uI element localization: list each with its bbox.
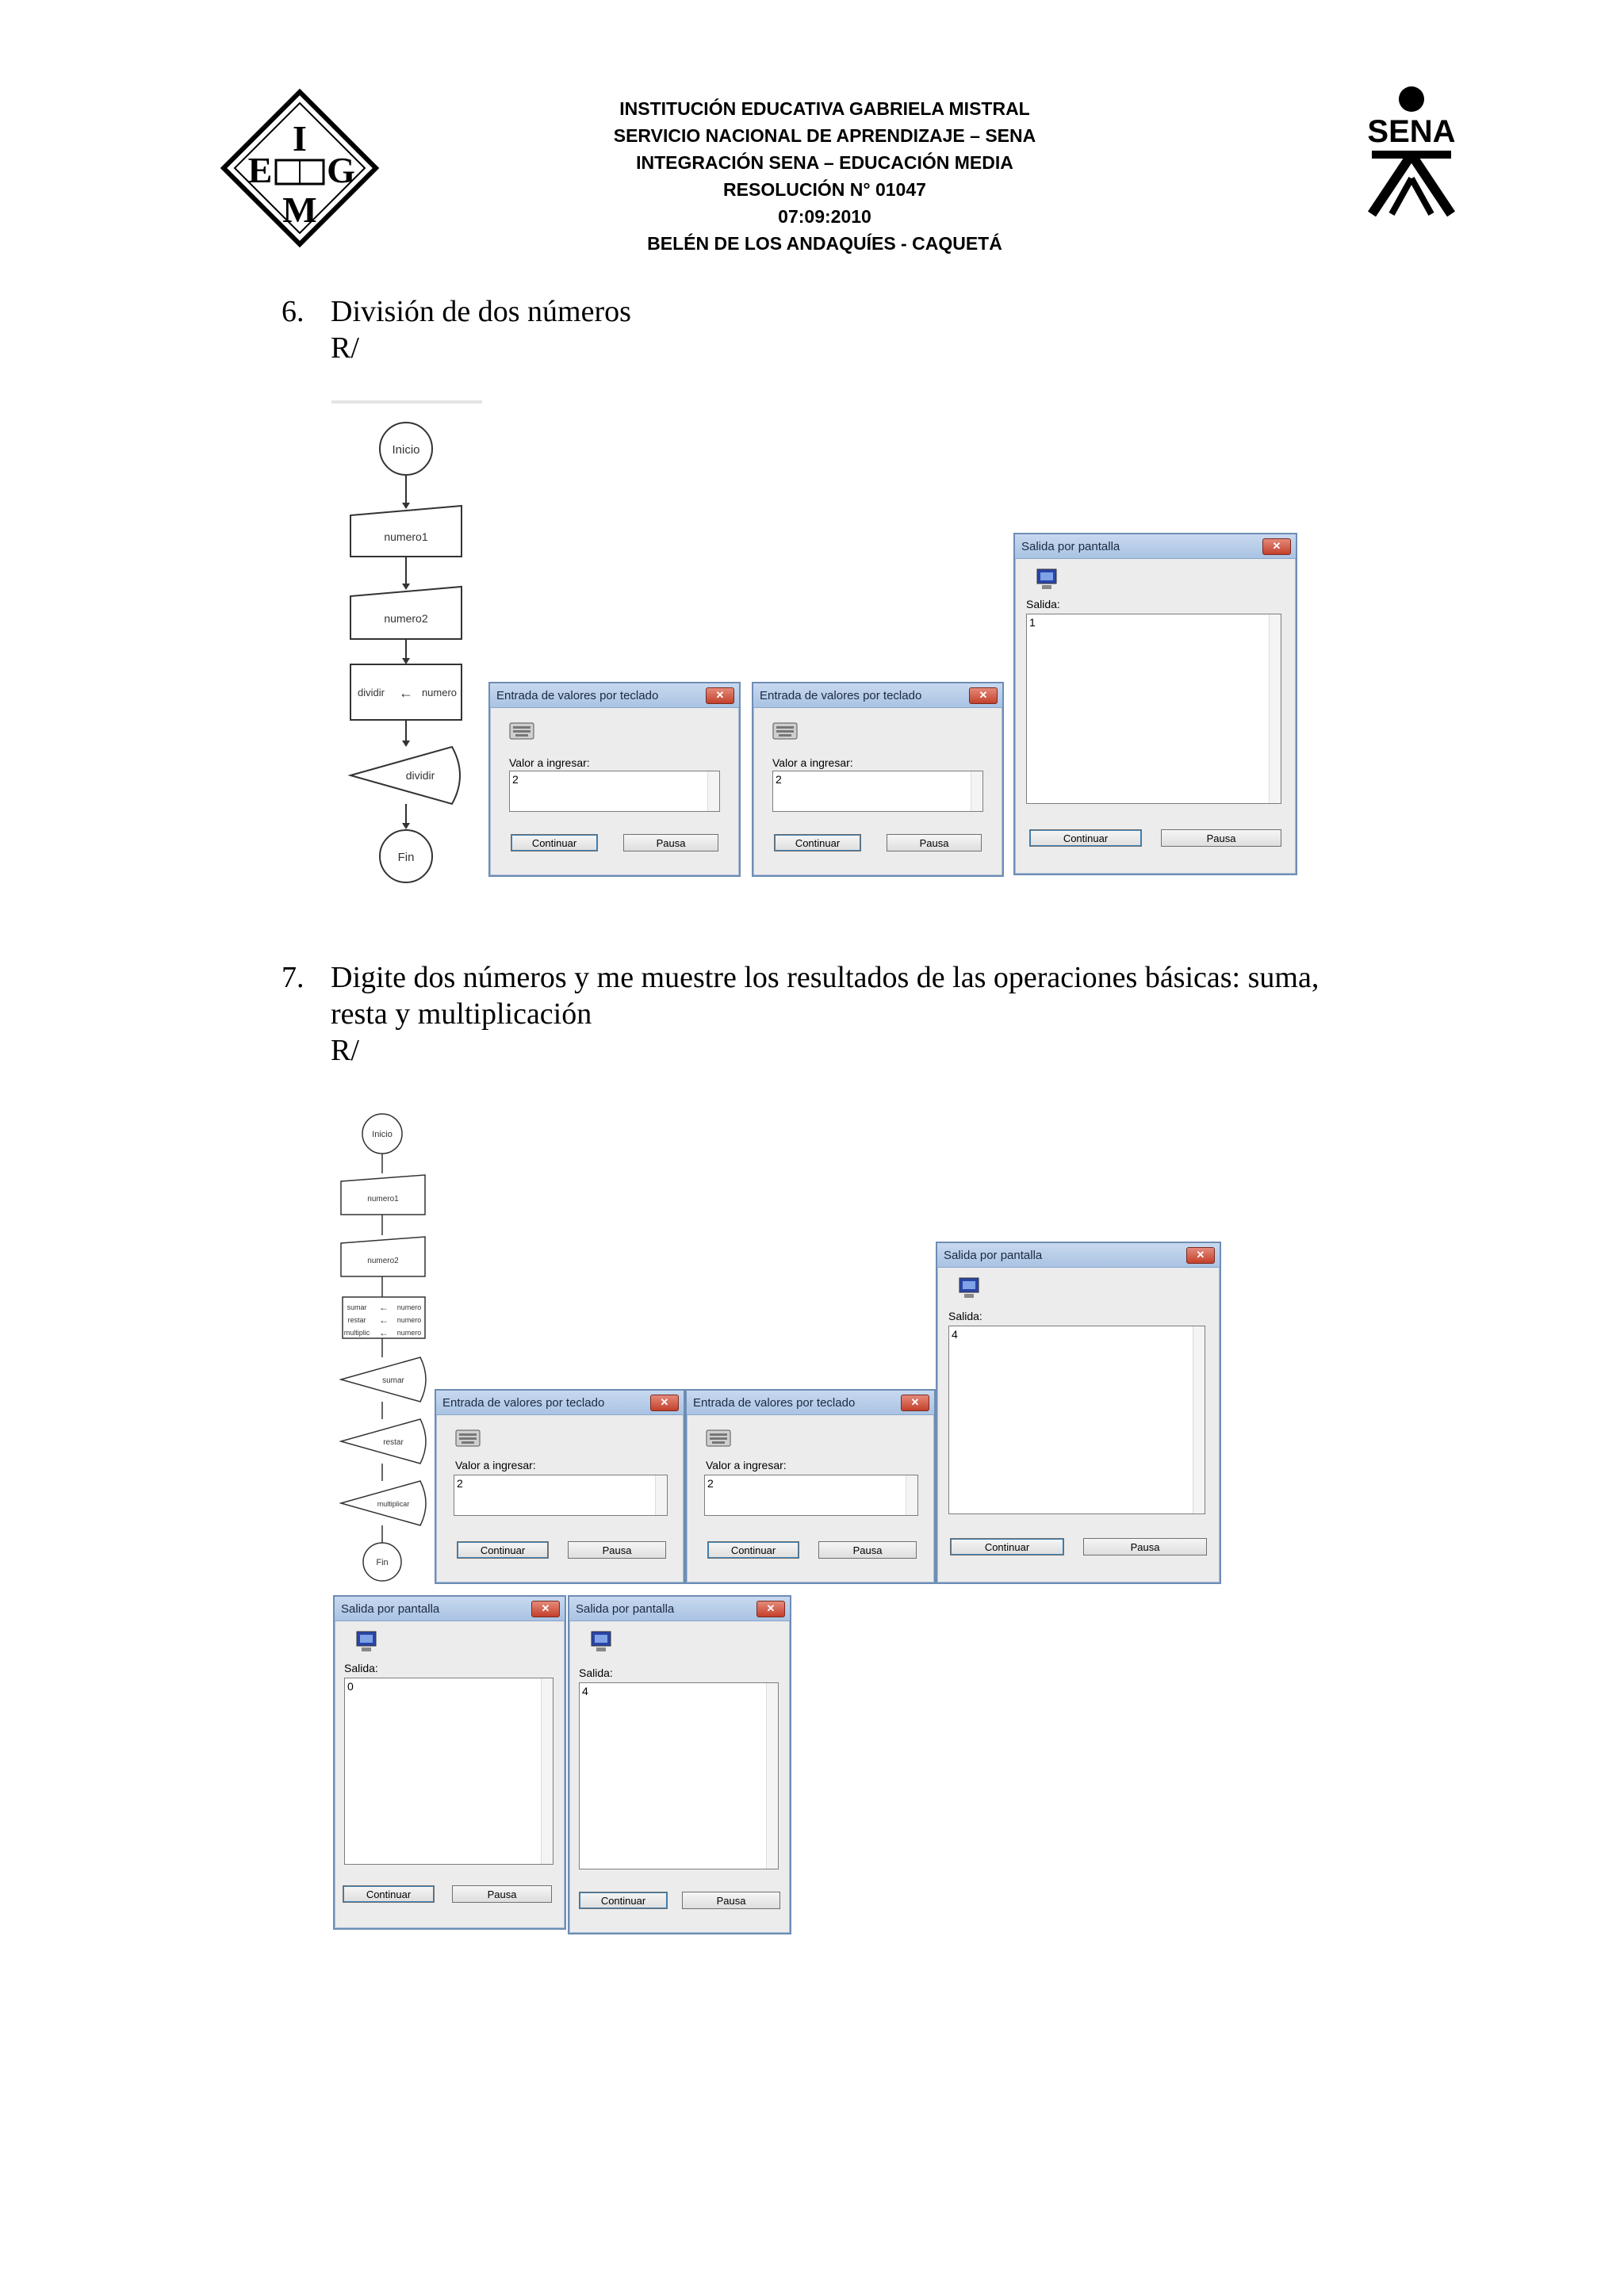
output-textarea[interactable]: [344, 1678, 553, 1865]
value-input-text: 2: [457, 1477, 463, 1490]
question-6-number: 6.: [282, 295, 304, 328]
continue-button[interactable]: Continuar: [511, 834, 598, 851]
dialog-titlebar: [490, 683, 739, 708]
question-6: [282, 293, 1392, 404]
output-dialog-q7-3: [568, 1595, 791, 1934]
output-textarea[interactable]: [579, 1682, 779, 1869]
dialog-title: Salida por pantalla: [1021, 539, 1120, 553]
header-line-1: INSTITUCIÓN EDUCATIVA GABRIELA MISTRAL: [619, 98, 1030, 119]
close-icon[interactable]: ✕: [1186, 1247, 1215, 1264]
pause-button[interactable]: Pausa: [1083, 1538, 1207, 1556]
continue-button[interactable]: Continuar: [1029, 829, 1142, 847]
dialog-titlebar: [937, 1243, 1220, 1268]
header-line-3: INTEGRACIÓN SENA – EDUCACIÓN MEDIA: [636, 152, 1013, 173]
institution-logo: [220, 89, 379, 247]
flowchart-input-1: numero1: [367, 1195, 399, 1203]
dialog-title: Entrada de valores por teclado: [496, 688, 659, 702]
input-dialog-q7-2: [685, 1389, 936, 1584]
flowchart-input-2: numero2: [367, 1257, 399, 1265]
logo-letter-i: I: [293, 118, 307, 159]
assign-row-3-arrow: ←: [379, 1327, 389, 1338]
value-input[interactable]: [704, 1475, 918, 1516]
pause-button[interactable]: Pausa: [452, 1885, 552, 1903]
flowchart-end: Fin: [376, 1558, 389, 1567]
flowchart-end: Fin: [397, 851, 415, 864]
flowchart-assign-expr: numero: [421, 687, 458, 698]
keyboard-icon: [772, 717, 798, 740]
keyboard-icon: [455, 1424, 481, 1448]
header-line-6: BELÉN DE LOS ANDAQUÍES - CAQUETÁ: [647, 233, 1002, 254]
question-7-line-1: Digite dos números y me muestre los resultados de las operaciones básicas: suma,: [331, 961, 1320, 994]
pause-button[interactable]: Pausa: [887, 834, 982, 851]
keyboard-icon: [706, 1424, 731, 1448]
flowchart-output-3: multiplicar: [377, 1500, 410, 1508]
close-icon[interactable]: ✕: [969, 687, 998, 704]
dialog-title: Entrada de valores por teclado: [693, 1395, 856, 1410]
close-icon[interactable]: ✕: [531, 1601, 560, 1617]
dialog-title: Salida por pantalla: [944, 1248, 1043, 1262]
value-input-text: 2: [776, 773, 782, 786]
computer-monitor-icon: [354, 1630, 379, 1654]
output-text: 0: [347, 1680, 354, 1693]
input-dialog-q6-1: [488, 682, 741, 877]
dialog-title: Salida por pantalla: [576, 1601, 675, 1616]
dialog-titlebar: [335, 1597, 565, 1621]
output-text: 4: [582, 1685, 588, 1697]
flowchart-output-1: sumar: [382, 1376, 404, 1385]
input-dialog-q6-2: [752, 682, 1004, 877]
close-icon[interactable]: ✕: [706, 687, 734, 704]
logo-letter-g: G: [327, 150, 355, 190]
computer-monitor-icon: [956, 1276, 982, 1300]
output-dialog-q7-1: [936, 1242, 1221, 1584]
continue-button[interactable]: Continuar: [950, 1538, 1064, 1556]
value-input[interactable]: [509, 771, 720, 812]
output-label: Salida:: [579, 1667, 613, 1679]
header-line-5: 07:09:2010: [778, 206, 871, 227]
pause-button[interactable]: Pausa: [568, 1541, 666, 1559]
assign-row-1-var: sumar: [347, 1303, 367, 1311]
assign-row-2-arrow: ←: [379, 1314, 389, 1326]
continue-button[interactable]: Continuar: [707, 1541, 799, 1559]
flowchart-input-1: numero1: [384, 530, 428, 543]
dialog-titlebar: [569, 1597, 790, 1621]
output-dialog-q7-2: [333, 1595, 566, 1930]
value-input-text: 2: [707, 1477, 714, 1490]
question-6-answer-label: R/: [331, 331, 359, 365]
value-input-text: 2: [512, 773, 519, 786]
output-label: Salida:: [344, 1662, 378, 1674]
dialog-titlebar: [436, 1391, 684, 1415]
flowchart-start: Inicio: [372, 1130, 393, 1139]
value-label: Valor a ingresar:: [455, 1459, 536, 1471]
pause-button[interactable]: Pausa: [818, 1541, 917, 1559]
question-7-answer-label: R/: [331, 1034, 359, 1067]
flowchart-division: [341, 412, 476, 888]
flowchart-start: Inicio: [392, 443, 420, 457]
continue-button[interactable]: Continuar: [579, 1892, 668, 1909]
value-label: Valor a ingresar:: [706, 1459, 787, 1471]
dialog-titlebar: [687, 1391, 934, 1415]
close-icon[interactable]: ✕: [756, 1601, 785, 1617]
flowchart-input-2: numero2: [384, 612, 428, 625]
flowchart-assign-var: dividir: [358, 687, 385, 698]
computer-monitor-icon: [1034, 568, 1059, 591]
dialog-title: Entrada de valores por teclado: [760, 688, 922, 702]
output-text: 1: [1029, 616, 1036, 629]
assign-row-3-var: multiplic: [343, 1329, 370, 1337]
flowchart-basic-operations: [333, 1110, 436, 1586]
output-dialog-q6: [1013, 533, 1297, 875]
assign-row-3-expr: numero: [396, 1329, 422, 1337]
question-7: [282, 959, 1471, 1070]
value-input[interactable]: [454, 1475, 668, 1516]
continue-button[interactable]: Continuar: [774, 834, 861, 851]
continue-button[interactable]: Continuar: [343, 1885, 435, 1903]
question-7-line-2: resta y multiplicación: [331, 997, 592, 1031]
dialog-title: Salida por pantalla: [341, 1601, 440, 1616]
close-icon[interactable]: ✕: [1262, 538, 1291, 555]
question-6-title: División de dos números: [331, 295, 631, 328]
dialog-title: Entrada de valores por teclado: [442, 1395, 605, 1410]
assign-row-1-expr: numero: [396, 1303, 422, 1311]
document-header: [555, 95, 1094, 257]
close-icon[interactable]: ✕: [901, 1395, 929, 1411]
assign-row-2-var: restar: [347, 1316, 366, 1324]
value-input[interactable]: [772, 771, 983, 812]
flowchart-output: dividir: [405, 769, 435, 782]
output-label: Salida:: [1026, 598, 1060, 610]
flowchart-assign-arrow: ←: [399, 685, 413, 701]
keyboard-icon: [509, 717, 534, 740]
question-7-number: 7.: [282, 961, 304, 994]
close-icon[interactable]: ✕: [650, 1395, 679, 1411]
output-label: Salida:: [948, 1310, 982, 1322]
input-dialog-q7-1: [435, 1389, 685, 1584]
pause-button[interactable]: Pausa: [623, 834, 718, 851]
assign-row-1-arrow: ←: [379, 1302, 389, 1313]
header-line-2: SERVICIO NACIONAL DE APRENDIZAJE – SENA: [613, 125, 1036, 146]
continue-button[interactable]: Continuar: [457, 1541, 549, 1559]
sena-logo: [1348, 83, 1475, 226]
dialog-titlebar: [1015, 534, 1296, 559]
value-label: Valor a ingresar:: [772, 756, 853, 769]
logo-letter-e: E: [247, 150, 273, 190]
output-text: 4: [952, 1328, 958, 1341]
pause-button[interactable]: Pausa: [682, 1892, 780, 1909]
assign-row-2-expr: numero: [396, 1316, 422, 1324]
dialog-titlebar: [753, 683, 1002, 708]
output-textarea[interactable]: [1026, 614, 1281, 804]
sena-logo-text: SENA: [1367, 114, 1456, 149]
value-label: Valor a ingresar:: [509, 756, 590, 769]
output-textarea[interactable]: [948, 1326, 1205, 1514]
header-line-4: RESOLUCIÓN N° 01047: [723, 179, 926, 200]
flowchart-output-2: restar: [383, 1438, 404, 1447]
logo-letter-m: M: [282, 189, 317, 230]
separator-line: [331, 400, 482, 404]
pause-button[interactable]: Pausa: [1161, 829, 1281, 847]
computer-monitor-icon: [588, 1630, 614, 1654]
